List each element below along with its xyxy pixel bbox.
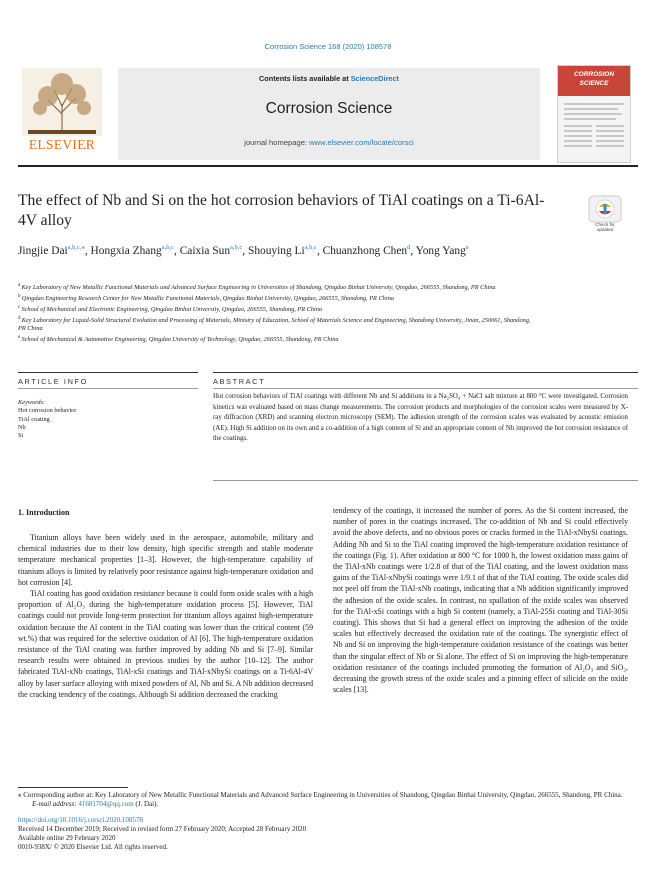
footnotes (18, 791, 638, 853)
author-name: Caixia Sun (179, 245, 231, 257)
abstract-heading: ABSTRACT (213, 377, 266, 386)
author[interactable] (323, 245, 411, 257)
check-for-updates-badge[interactable] (585, 195, 625, 235)
elsevier-wordmark: ELSEVIER (28, 137, 96, 152)
sciencedirect-link[interactable]: ScienceDirect (350, 74, 399, 83)
email-suffix: (J. Dai). (133, 800, 159, 809)
author-name: Shouying Li (248, 245, 305, 257)
author[interactable] (18, 245, 85, 257)
author[interactable] (180, 245, 243, 257)
paragraph: tendency of the coatings, it increased the number of pores. As the Si content increased, the number of pores in the coatings increased. The co-addition of Nb and Si could effectively avoid the above defects, and no obvious pores or cracks formed in the TiAl-xNbySi coatings. Adding Nb and Si to the TiAl coating improved the high-temperature oxidation resistance of the coatings (Fig. 1). After oxidation at 800 °C for 1000 h, the lowest oxidation mass gains of the TiAl-xNb coatings were 1/2.8 of that of the TiAl coating, and the lowest oxidation mass gains of the TiAl-xNbySi coatings were 1/9.1 of that of the TiAl coating. The oxide scales did not peel off from the TiAl-xNb coatings, indicating that a Nb addition significantly improved the adhesion of the oxide scales. In contrast, no spallation of the oxide scales was observed for the TiAl-xSi coatings with a high Si content (namely, a TiAl-25Si coating and TiAl-30Si coating). This shows that Si had a general effect on improving the adhesion of the oxide scales but effectively decreased the oxidation rate of the coatings. The synergistic effect of Nb and Si on improving the high-temperature oxidation resistance of the coatings was better than the singular effect of Nb or Si alone. The effect of Si on improving the high-temperature oxidation resistance of the coatings included promoting the formation of Al₂O₃ and SiO₂, decreasing the growth stress of the oxide scales and a pinning effect of silicide on the oxide scales [13]. (333, 506, 628, 695)
affiliation-item (18, 304, 538, 314)
received-line: Received 14 December 2019; Received in revised form 27 February 2020; Accepted 28 February 2020 (18, 824, 307, 833)
section-heading: 1. Introduction (18, 508, 70, 517)
affiliation-mark: b (18, 293, 22, 299)
affiliation-item (18, 293, 538, 303)
paragraph: TiAl coating has good oxidation resistance because it could form oxide scales with a high proportion of Al₂O₃ during the high-temperature oxidation process [5]. However, TiAl coatings could not provide long-term protection for titanium alloys against high-temperature oxidation because the Al content in the TiAl coating was lower than the critical content (59 wt.%) that was required for the selective oxidation of Al [6]. The high-temperature oxidation resistance of the TiAl coating was further improved by adding Nb and Si [7–9]. Similar research results were obtained in previous studies by the author [10–12]. The author fabricated TiAl-xNb coatings, TiAl-xSi coatings and TiAl-xNbySi coatings on a Ti-6Al-4V alloy by laser surface alloying with mixed powders of Al, Nb and Si. A Nb addition decreased the cracking tendency of the coatings. Although Si addition decreased the cracking (18, 589, 313, 699)
affiliation-mark: c (18, 304, 22, 310)
affiliation-mark: a (18, 283, 22, 288)
homepage-line (118, 138, 540, 147)
abstract-rule (213, 388, 638, 389)
corresponding-note: ⁎ Corresponding author at: Key Laboratory of New Metallic Functional Materials and Advanced Surface Engineering in Universities of Shandong, Qingdao Binhai University, Qingdao, 266555, Shandong, PR China. (18, 791, 623, 799)
affiliation-mark: e (18, 334, 22, 340)
footnote-rule (18, 787, 128, 788)
affiliation-text: Key Laboratory of New Metallic Functional Materials and Advanced Surface Engineering in Universities of Shandong, Qingdao Binhai University, Qingdao, 266555, Shandong, PR China (21, 284, 496, 292)
cover-title-line1: CORROSION (573, 71, 615, 78)
body-column-left (18, 532, 313, 700)
author-affiliation-marks[interactable]: e (465, 244, 469, 251)
affiliations (18, 282, 538, 345)
journal-cover-thumbnail[interactable] (557, 65, 631, 163)
homepage-link[interactable]: www.elsevier.com/locate/corsci (309, 138, 414, 147)
affiliation-item (18, 282, 538, 292)
author-affiliation-marks[interactable]: a,b,c,⁎ (67, 244, 85, 251)
author-affiliation-marks[interactable]: a,b,c (304, 244, 317, 251)
email-line (18, 800, 638, 809)
affiliation-item (18, 334, 538, 344)
author[interactable] (91, 245, 174, 257)
cover-title-line2: SCIENCE (579, 80, 609, 87)
keyword-item: Si (18, 432, 24, 440)
affiliation-text: School of Mechanical & Automotive Engineering, Qingdao University of Technology, Qingdao, 266555, Shandong, PR China (21, 335, 339, 343)
abstract-text: Hot corrosion behaviors of TiAl coatings with different Nb and Si additions in a Na₂SO₄ + NaCl salt mixture at 800 °C were investigated. Corrosion kinetics was evaluated based on mass change measurements. The corrosion products and morphologies of the corrosion scales were measured by X-ray diffraction (XRD) and scanning electron microscopy (SEM). The adhesion strength of the corrosion scales was evaluated by acoustic emission (AE). High Si addition on its own and a co-addition of a high content of Si and an appropriate content of Nb improved the hot corrosion resistance of the coatings. (213, 393, 628, 442)
abstract-rule-bottom (213, 480, 638, 481)
affiliation-text: Key Laboratory for Liquid-Solid Structural Evolution and Processing of Materials, Ministry of Education, School of Materials Science and Engineering, Shandong University, Jinan, 250061, Shandong, PR China (18, 317, 531, 332)
available-line: Available online 29 February 2020 (18, 834, 116, 843)
elsevier-logo (18, 66, 106, 158)
cover-text-lines-icon (558, 100, 630, 160)
affiliation-mark: d (18, 315, 22, 321)
keyword-item: Nb (18, 423, 26, 431)
author-affiliation-marks[interactable]: d (407, 244, 411, 251)
affiliation-item (18, 315, 538, 333)
author-name: Chuanzhong Chen (322, 245, 408, 257)
journal-reference[interactable]: Corrosion Science 168 (2020) 108578 (264, 42, 392, 51)
contents-line (118, 74, 540, 83)
article-title: The effect of Nb and Si on the hot corrosion behaviors of TiAl coatings on a Ti-6Al-4V alloy (18, 192, 545, 229)
article-info-rule-top (18, 372, 198, 373)
header-rule (18, 165, 638, 167)
crossmark-icon (585, 195, 625, 223)
author-name: Hongxia Zhang (90, 245, 162, 257)
doi-link[interactable]: https://doi.org/10.1016/j.corsci.2020.108578 (18, 815, 143, 824)
check-badge-line1: Check for (595, 222, 615, 227)
journal-title[interactable]: Corrosion Science (265, 100, 393, 117)
affiliation-text: Qingdao Engineering Research Center for New Metallic Functional Materials, Qingdao Binhai University, Qingdao, 266555, Shandong, PR China (21, 295, 394, 303)
author-affiliation-marks[interactable]: a,b,c (161, 244, 174, 251)
author-separator: , (316, 245, 323, 257)
author-list (18, 240, 618, 259)
keywords-label: Keywords: (18, 399, 46, 406)
keywords-block (18, 399, 198, 440)
copyright-line: 0010-938X/ © 2020 Elsevier Ltd. All rights reserved. (18, 843, 168, 852)
body-column-right (333, 505, 628, 695)
paragraph: Titanium alloys have been widely used in the aerospace, automobile, military and chemical industries due to their low density, high specific strength and stable moderate temperature mechanical properties [1–3]. However, the high-temperature capability of titanium alloys is limited by relatively poor resistance against high-temperature oxidation and hot corrosion [4]. (18, 533, 313, 587)
article-info-heading: ARTICLE INFO (18, 377, 88, 386)
homepage-prefix: journal homepage: (244, 138, 310, 147)
author-affiliation-marks[interactable]: a,b,c (230, 244, 243, 251)
abstract-rule-top (213, 372, 638, 373)
author-name: Yong Yang (415, 245, 466, 257)
affiliation-text: School of Mechanical and Electronic Engineering, Qingdao Binhai University, Qingdao, 266555, Shandong, PR China (21, 306, 323, 314)
keyword-item: Hot corrosion behavior (18, 407, 77, 415)
author[interactable] (248, 245, 317, 257)
author-name: Jingjie Dai (18, 245, 68, 257)
email-label: E-mail address: (32, 800, 79, 809)
author-separator: , (84, 245, 91, 257)
author[interactable] (416, 245, 469, 257)
author-separator: , (174, 245, 180, 257)
keyword-item: TiAl coating (18, 415, 50, 423)
author-separator: , (410, 245, 416, 257)
article-info-rule (18, 388, 198, 389)
contents-prefix: Contents lists available at (259, 74, 351, 83)
author-separator: , (242, 245, 248, 257)
email-link[interactable]: 41681704@qq.com (78, 800, 134, 809)
check-badge-line2: updates (596, 227, 614, 232)
